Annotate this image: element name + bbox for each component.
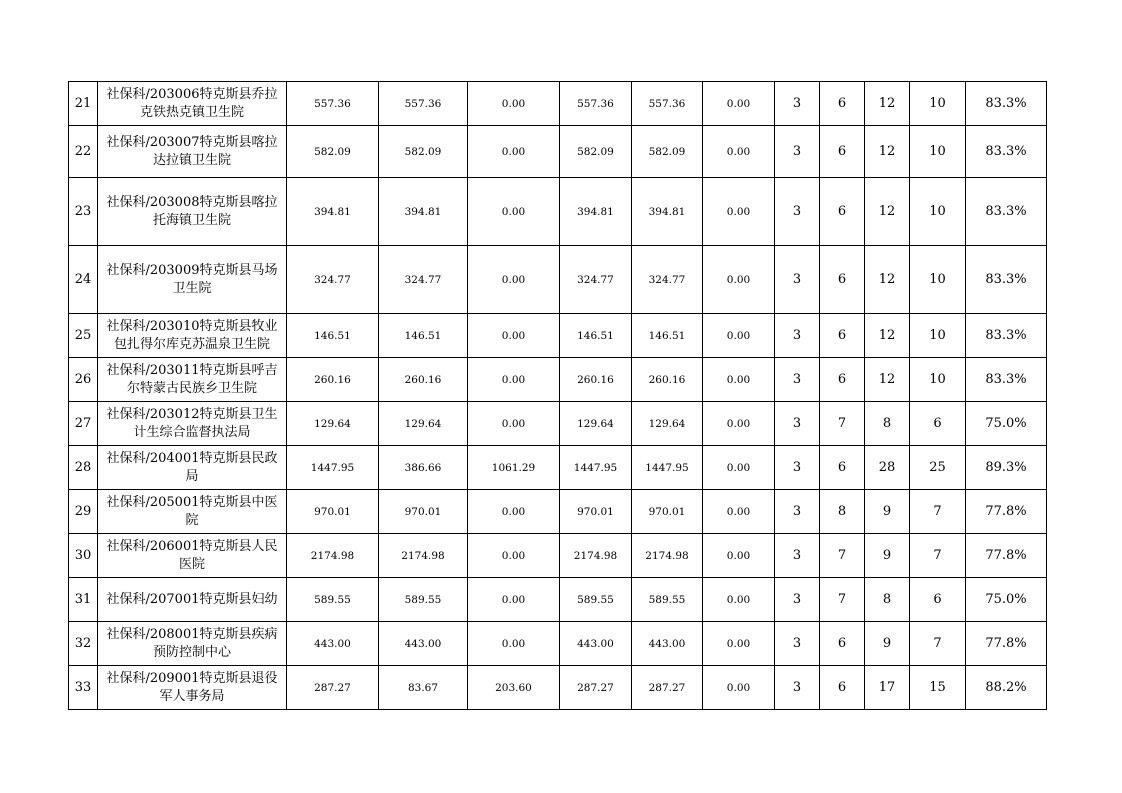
- percent-cell: 77.8%: [966, 534, 1047, 578]
- table-row: [69, 402, 1047, 446]
- count-cell-2: 8: [820, 490, 865, 534]
- unit-name-cell: [98, 314, 287, 358]
- count-cell-3: 12: [865, 126, 910, 178]
- count-cell-4: 10: [910, 178, 966, 246]
- count-cell-4: 6: [910, 402, 966, 446]
- count-cell-1: 3: [775, 178, 820, 246]
- table-row: [69, 666, 1047, 710]
- amount-cell-3: 0.00: [468, 402, 560, 446]
- unit-name-cell: [98, 402, 287, 446]
- amount-cell-5: 970.01: [632, 490, 703, 534]
- amount-cell-3: 1061.29: [468, 446, 560, 490]
- table-row: [69, 314, 1047, 358]
- amount-cell-4: 394.81: [560, 178, 632, 246]
- unit-name-cell: [98, 666, 287, 710]
- row-index-cell: 21: [69, 82, 98, 126]
- unit-name-cell: [98, 126, 287, 178]
- unit-name-text: 社保科/203010特克斯县牧业包扎得尔库克苏温泉卫生院: [106, 318, 278, 352]
- count-cell-4: 7: [910, 622, 966, 666]
- count-cell-2: 6: [820, 314, 865, 358]
- amount-cell-1: 287.27: [287, 666, 379, 710]
- table-row: [69, 178, 1047, 246]
- count-cell-2: 6: [820, 246, 865, 314]
- amount-cell-4: 557.36: [560, 82, 632, 126]
- count-cell-2: 6: [820, 126, 865, 178]
- count-cell-2: 7: [820, 534, 865, 578]
- unit-name-text: 社保科/203008特克斯县喀拉托海镇卫生院: [106, 194, 278, 228]
- count-cell-4: 10: [910, 358, 966, 402]
- table-row: [69, 446, 1047, 490]
- amount-cell-5: 394.81: [632, 178, 703, 246]
- unit-name-text: 社保科/204001特克斯县民政局: [106, 450, 278, 484]
- amount-cell-3: 0.00: [468, 178, 560, 246]
- count-cell-3: 12: [865, 178, 910, 246]
- unit-name-cell: [98, 578, 287, 622]
- row-index-cell: 29: [69, 490, 98, 534]
- unit-name-text: 社保科/203012特克斯县卫生计生综合监督执法局: [106, 406, 278, 440]
- amount-cell-3: 0.00: [468, 246, 560, 314]
- unit-name-cell: [98, 246, 287, 314]
- count-cell-1: 3: [775, 314, 820, 358]
- count-cell-3: 9: [865, 534, 910, 578]
- row-index-cell: 32: [69, 622, 98, 666]
- amount-cell-6: 0.00: [703, 578, 775, 622]
- amount-cell-6: 0.00: [703, 402, 775, 446]
- count-cell-4: 6: [910, 578, 966, 622]
- row-index-cell: 27: [69, 402, 98, 446]
- amount-cell-1: 146.51: [287, 314, 379, 358]
- percent-cell: 75.0%: [966, 578, 1047, 622]
- unit-name-text: 社保科/206001特克斯县人民医院: [106, 538, 278, 572]
- amount-cell-2: 324.77: [379, 246, 468, 314]
- amount-cell-4: 146.51: [560, 314, 632, 358]
- amount-cell-4: 129.64: [560, 402, 632, 446]
- amount-cell-5: 129.64: [632, 402, 703, 446]
- amount-cell-6: 0.00: [703, 126, 775, 178]
- count-cell-1: 3: [775, 534, 820, 578]
- amount-cell-4: 324.77: [560, 246, 632, 314]
- amount-cell-6: 0.00: [703, 622, 775, 666]
- unit-name-text: 社保科/208001特克斯县疾病预防控制中心: [106, 626, 278, 660]
- count-cell-4: 7: [910, 490, 966, 534]
- amount-cell-2: 443.00: [379, 622, 468, 666]
- amount-cell-2: 2174.98: [379, 534, 468, 578]
- count-cell-1: 3: [775, 82, 820, 126]
- row-index-cell: 28: [69, 446, 98, 490]
- amount-cell-2: 129.64: [379, 402, 468, 446]
- amount-cell-1: 582.09: [287, 126, 379, 178]
- count-cell-3: 9: [865, 622, 910, 666]
- amount-cell-1: 557.36: [287, 82, 379, 126]
- amount-cell-1: 394.81: [287, 178, 379, 246]
- unit-name-cell: [98, 358, 287, 402]
- amount-cell-5: 2174.98: [632, 534, 703, 578]
- amount-cell-1: 129.64: [287, 402, 379, 446]
- unit-name-cell: [98, 82, 287, 126]
- unit-name-text: 社保科/203006特克斯县乔拉克铁热克镇卫生院: [106, 86, 278, 120]
- count-cell-4: 15: [910, 666, 966, 710]
- count-cell-4: 10: [910, 246, 966, 314]
- count-cell-3: 12: [865, 246, 910, 314]
- table-row: [69, 578, 1047, 622]
- count-cell-2: 6: [820, 666, 865, 710]
- amount-cell-5: 443.00: [632, 622, 703, 666]
- count-cell-2: 6: [820, 178, 865, 246]
- amount-cell-4: 589.55: [560, 578, 632, 622]
- amount-cell-2: 146.51: [379, 314, 468, 358]
- count-cell-1: 3: [775, 622, 820, 666]
- count-cell-3: 9: [865, 490, 910, 534]
- percent-cell: 83.3%: [966, 358, 1047, 402]
- amount-cell-4: 287.27: [560, 666, 632, 710]
- amount-cell-2: 582.09: [379, 126, 468, 178]
- amount-cell-3: 0.00: [468, 358, 560, 402]
- amount-cell-4: 970.01: [560, 490, 632, 534]
- count-cell-3: 12: [865, 358, 910, 402]
- amount-cell-1: 2174.98: [287, 534, 379, 578]
- row-index-cell: 33: [69, 666, 98, 710]
- amount-cell-5: 1447.95: [632, 446, 703, 490]
- count-cell-3: 8: [865, 402, 910, 446]
- data-table: [68, 81, 1047, 710]
- amount-cell-2: 386.66: [379, 446, 468, 490]
- count-cell-1: 3: [775, 246, 820, 314]
- row-index-cell: 26: [69, 358, 98, 402]
- amount-cell-4: 260.16: [560, 358, 632, 402]
- table-row: [69, 534, 1047, 578]
- unit-name-cell: [98, 178, 287, 246]
- amount-cell-6: 0.00: [703, 446, 775, 490]
- table-row: [69, 358, 1047, 402]
- amount-cell-6: 0.00: [703, 358, 775, 402]
- amount-cell-5: 260.16: [632, 358, 703, 402]
- row-index-cell: 31: [69, 578, 98, 622]
- amount-cell-3: 0.00: [468, 534, 560, 578]
- percent-cell: 83.3%: [966, 314, 1047, 358]
- unit-name-text: 社保科/203007特克斯县喀拉达拉镇卫生院: [106, 134, 278, 168]
- percent-cell: 83.3%: [966, 82, 1047, 126]
- amount-cell-1: 443.00: [287, 622, 379, 666]
- amount-cell-3: 0.00: [468, 314, 560, 358]
- table-row: [69, 126, 1047, 178]
- amount-cell-4: 443.00: [560, 622, 632, 666]
- amount-cell-6: 0.00: [703, 666, 775, 710]
- percent-cell: 75.0%: [966, 402, 1047, 446]
- count-cell-3: 17: [865, 666, 910, 710]
- count-cell-2: 7: [820, 402, 865, 446]
- amount-cell-2: 83.67: [379, 666, 468, 710]
- unit-name-text: 社保科/209001特克斯县退役军人事务局: [106, 670, 278, 704]
- amount-cell-2: 589.55: [379, 578, 468, 622]
- table-row: [69, 82, 1047, 126]
- count-cell-3: 12: [865, 82, 910, 126]
- count-cell-4: 7: [910, 534, 966, 578]
- amount-cell-6: 0.00: [703, 490, 775, 534]
- amount-cell-5: 582.09: [632, 126, 703, 178]
- percent-cell: 89.3%: [966, 446, 1047, 490]
- count-cell-1: 3: [775, 666, 820, 710]
- amount-cell-3: 0.00: [468, 126, 560, 178]
- amount-cell-1: 1447.95: [287, 446, 379, 490]
- row-index-cell: 30: [69, 534, 98, 578]
- amount-cell-4: 1447.95: [560, 446, 632, 490]
- amount-cell-6: 0.00: [703, 534, 775, 578]
- amount-cell-3: 203.60: [468, 666, 560, 710]
- row-index-cell: 22: [69, 126, 98, 178]
- count-cell-2: 7: [820, 578, 865, 622]
- unit-name-cell: [98, 622, 287, 666]
- table-body: [69, 82, 1047, 710]
- count-cell-2: 6: [820, 358, 865, 402]
- count-cell-4: 10: [910, 314, 966, 358]
- count-cell-3: 28: [865, 446, 910, 490]
- unit-name-text: 社保科/203009特克斯县马场卫生院: [106, 262, 278, 296]
- amount-cell-4: 2174.98: [560, 534, 632, 578]
- amount-cell-2: 260.16: [379, 358, 468, 402]
- count-cell-2: 6: [820, 446, 865, 490]
- count-cell-1: 3: [775, 358, 820, 402]
- amount-cell-5: 557.36: [632, 82, 703, 126]
- count-cell-2: 6: [820, 622, 865, 666]
- percent-cell: 77.8%: [966, 490, 1047, 534]
- table-row: [69, 622, 1047, 666]
- amount-cell-2: 970.01: [379, 490, 468, 534]
- amount-cell-1: 970.01: [287, 490, 379, 534]
- amount-cell-3: 0.00: [468, 82, 560, 126]
- row-index-cell: 24: [69, 246, 98, 314]
- percent-cell: 88.2%: [966, 666, 1047, 710]
- amount-cell-6: 0.00: [703, 246, 775, 314]
- percent-cell: 83.3%: [966, 178, 1047, 246]
- amount-cell-1: 589.55: [287, 578, 379, 622]
- count-cell-1: 3: [775, 126, 820, 178]
- amount-cell-3: 0.00: [468, 622, 560, 666]
- count-cell-3: 8: [865, 578, 910, 622]
- amount-cell-6: 0.00: [703, 314, 775, 358]
- count-cell-3: 12: [865, 314, 910, 358]
- count-cell-4: 25: [910, 446, 966, 490]
- table-row: [69, 246, 1047, 314]
- amount-cell-3: 0.00: [468, 490, 560, 534]
- amount-cell-2: 557.36: [379, 82, 468, 126]
- amount-cell-1: 260.16: [287, 358, 379, 402]
- count-cell-1: 3: [775, 490, 820, 534]
- count-cell-1: 3: [775, 402, 820, 446]
- count-cell-4: 10: [910, 82, 966, 126]
- unit-name-cell: [98, 534, 287, 578]
- unit-name-cell: [98, 490, 287, 534]
- amount-cell-6: 0.00: [703, 82, 775, 126]
- amount-cell-1: 324.77: [287, 246, 379, 314]
- percent-cell: 83.3%: [966, 126, 1047, 178]
- row-index-cell: 25: [69, 314, 98, 358]
- amount-cell-5: 589.55: [632, 578, 703, 622]
- amount-cell-5: 146.51: [632, 314, 703, 358]
- table-row: [69, 490, 1047, 534]
- row-index-cell: 23: [69, 178, 98, 246]
- unit-name-text: 社保科/203011特克斯县呼吉尔特蒙古民族乡卫生院: [106, 362, 278, 396]
- amount-cell-5: 287.27: [632, 666, 703, 710]
- amount-cell-4: 582.09: [560, 126, 632, 178]
- unit-name-text: 社保科/205001特克斯县中医院: [106, 494, 278, 528]
- unit-name-text: 社保科/207001特克斯县妇幼: [106, 591, 278, 607]
- count-cell-1: 3: [775, 446, 820, 490]
- amount-cell-5: 324.77: [632, 246, 703, 314]
- amount-cell-3: 0.00: [468, 578, 560, 622]
- percent-cell: 77.8%: [966, 622, 1047, 666]
- count-cell-1: 3: [775, 578, 820, 622]
- unit-name-cell: [98, 446, 287, 490]
- count-cell-2: 6: [820, 82, 865, 126]
- amount-cell-2: 394.81: [379, 178, 468, 246]
- percent-cell: 83.3%: [966, 246, 1047, 314]
- amount-cell-6: 0.00: [703, 178, 775, 246]
- count-cell-4: 10: [910, 126, 966, 178]
